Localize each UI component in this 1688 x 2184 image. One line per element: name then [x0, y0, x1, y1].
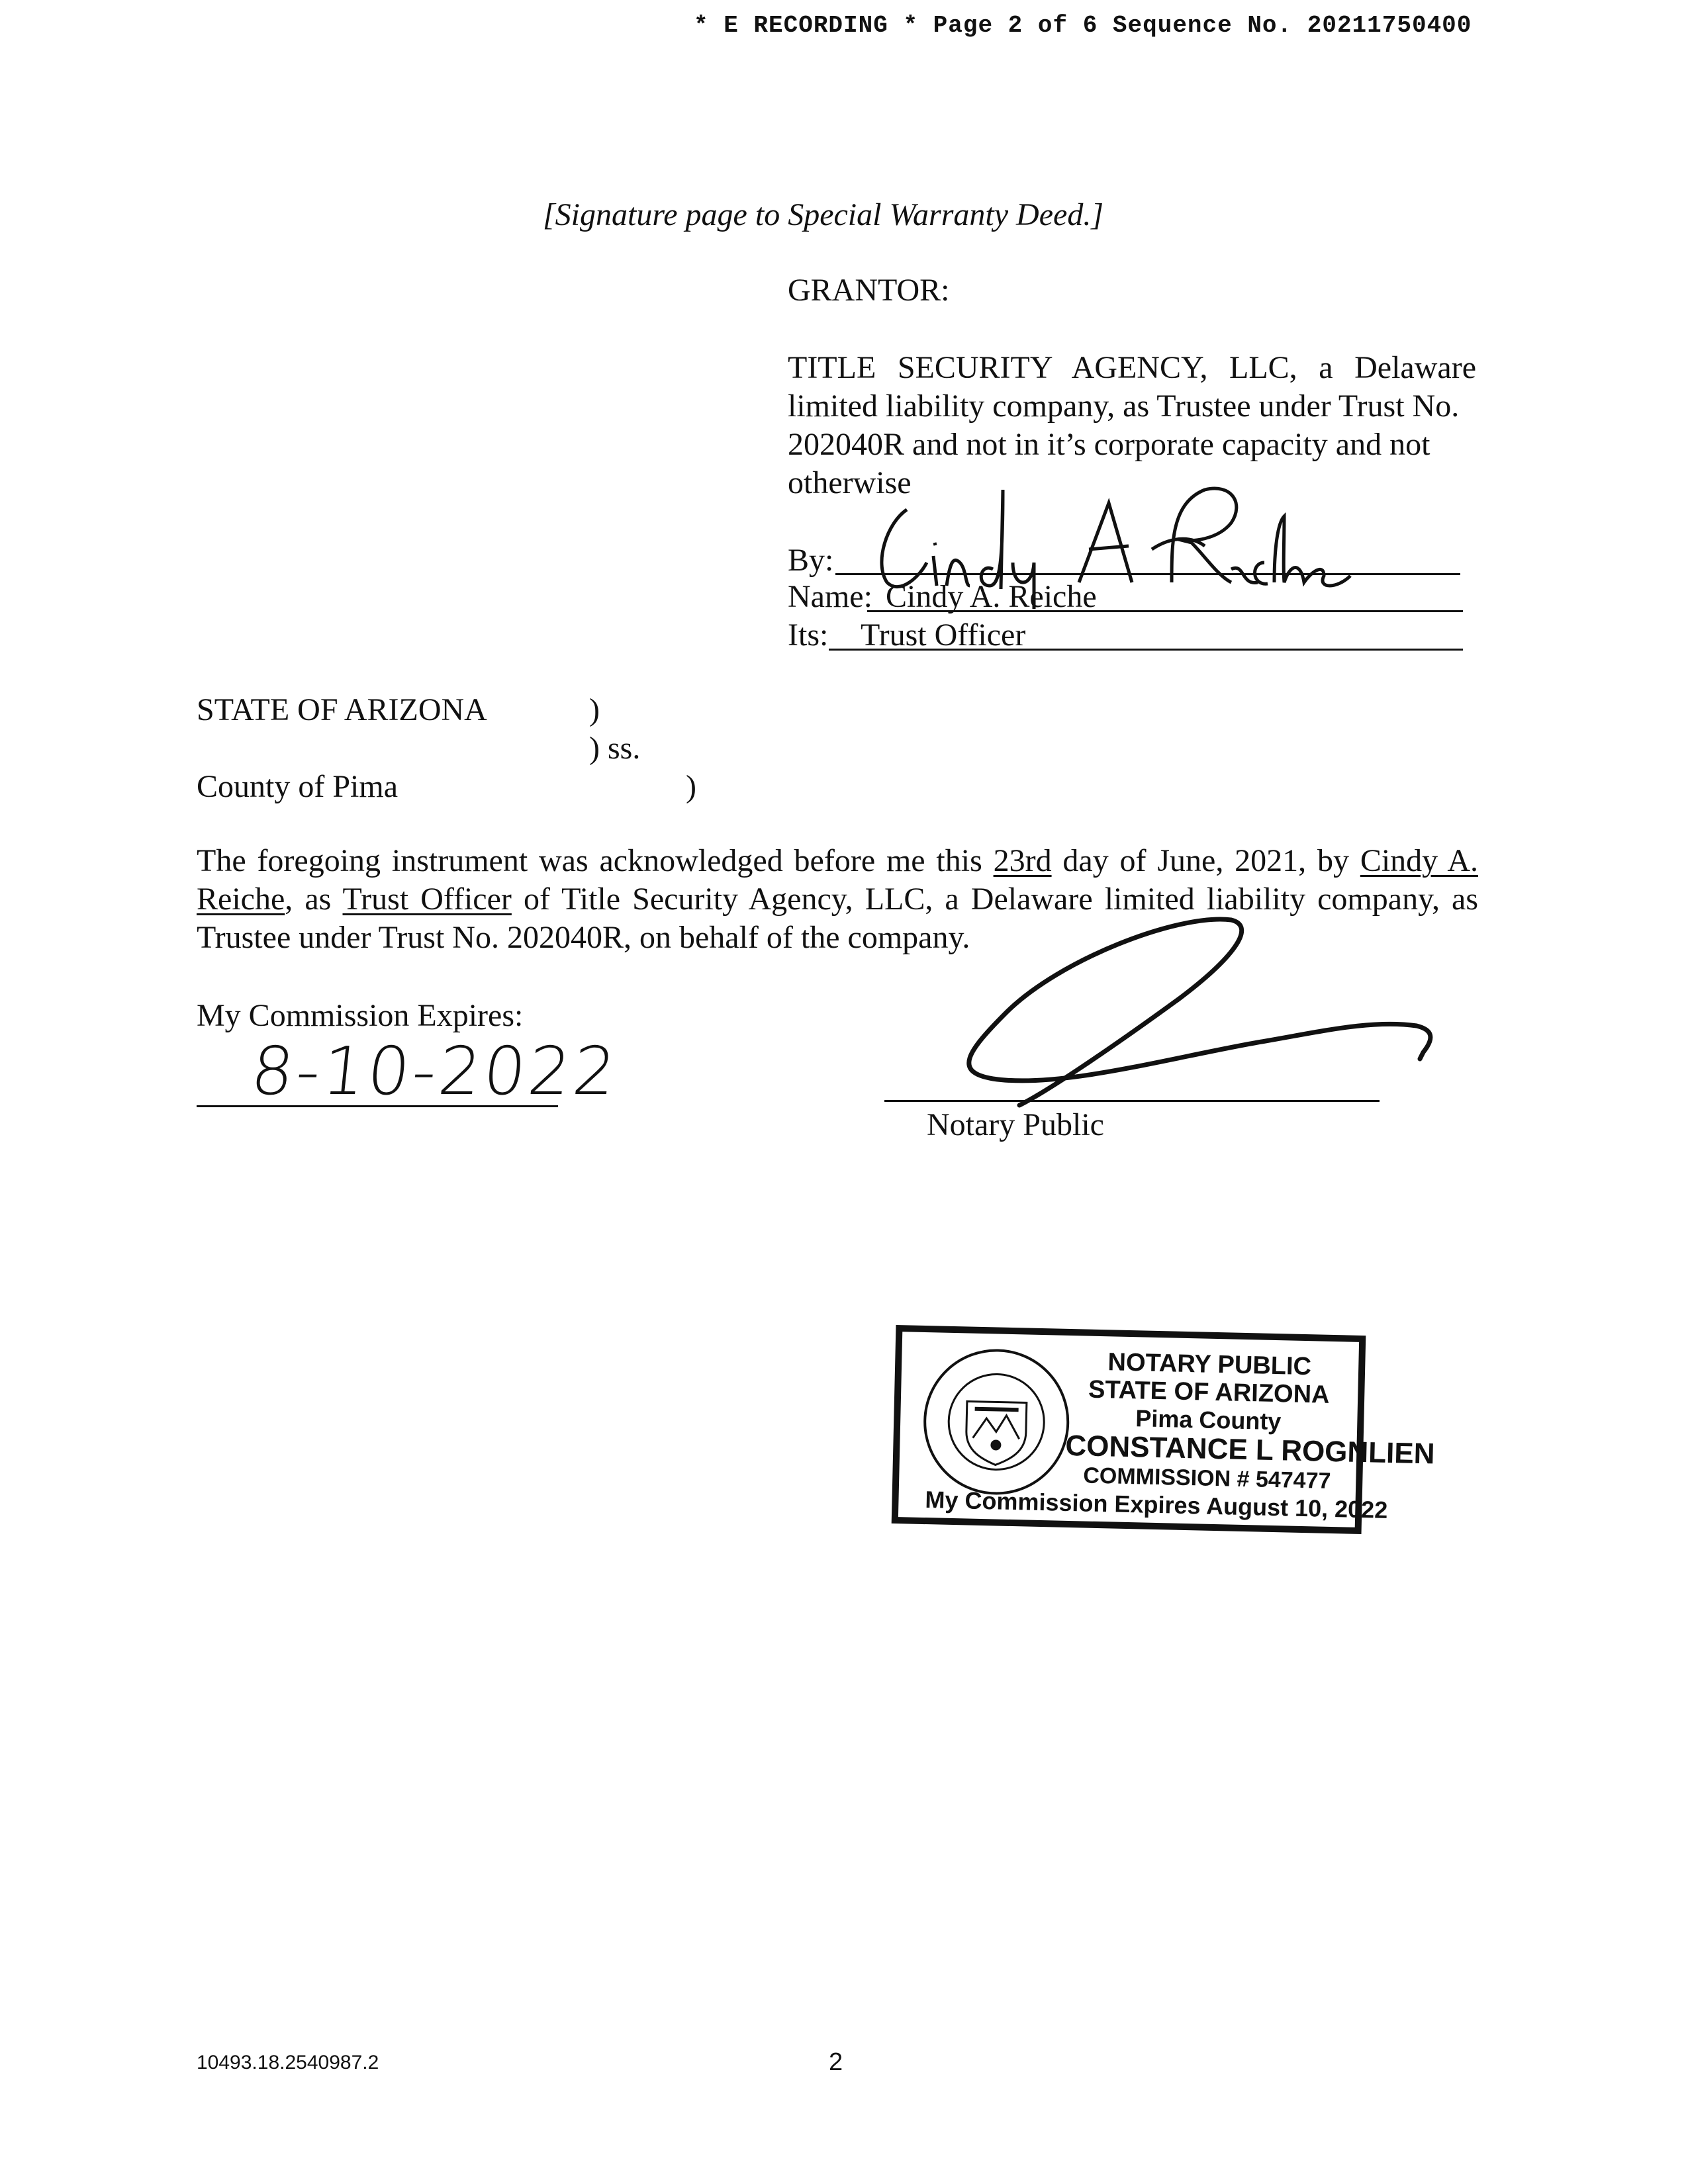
ack-day: 23rd	[993, 843, 1052, 878]
name-label: Name:	[788, 579, 872, 614]
ack-text-2: day of June, 2021, by	[1051, 843, 1360, 878]
its-value: Trust Officer	[861, 617, 1026, 653]
venue-county: County of Pima	[197, 769, 399, 804]
recording-header: * E RECORDING * Page 2 of 6 Sequence No. 20211750400	[694, 12, 1472, 39]
footer-page-number: 2	[829, 2048, 843, 2076]
footer-doc-id: 10493.18.2540987.2	[197, 2052, 379, 2073]
stamp-line-6: My Commission Expires August 10, 2022	[925, 1486, 1388, 1524]
grantor-line-4: otherwise	[788, 465, 912, 500]
grantor-heading: GRANTOR:	[788, 273, 950, 308]
venue-paren-top: )	[589, 692, 600, 727]
stamp-line-4: CONSTANCE L ROGNLIEN	[1064, 1429, 1436, 1471]
venue-state: STATE OF ARIZONA	[197, 692, 487, 727]
its-line	[829, 649, 1463, 651]
ack-title: Trust Officer	[342, 882, 512, 917]
notary-stamp	[892, 1325, 1436, 1534]
notary-public-label: Notary Public	[927, 1107, 1104, 1142]
by-label: By:	[788, 543, 834, 578]
grantor-line-3: 202040R and not in it’s corporate capacity and not	[788, 427, 1430, 462]
name-value: Cindy A. Reiche	[886, 579, 1097, 614]
stamp-line-2: STATE OF ARIZONA	[1088, 1375, 1330, 1409]
ack-text-1: The foregoing instrument was acknowledged before me this	[197, 843, 994, 878]
stamp-line-1: NOTARY PUBLIC	[1107, 1348, 1312, 1381]
notary-signature	[887, 907, 1450, 1112]
venue-ss: ) ss.	[589, 731, 641, 766]
stamp-line-5: COMMISSION # 547477	[1082, 1463, 1331, 1494]
stamp-line-3: Pima County	[1135, 1404, 1282, 1435]
grantor-line-2: limited liability company, as Trustee under Trust No.	[788, 388, 1460, 424]
name-line	[867, 610, 1463, 612]
ack-text-4: of Title Security Agency, LLC, a Delaware limited liability company, as Trustee under Trust No. 202040R, on behalf of the company.	[197, 882, 1478, 955]
commission-date-handwritten: 8-10-2022	[247, 1032, 622, 1110]
ack-text-3: , as	[285, 882, 343, 917]
signature-page-caption: [Signature page to Special Warranty Deed.]	[543, 197, 1104, 232]
grantor-line-1: TITLE SECURITY AGENCY, LLC, a Delaware	[788, 350, 1476, 385]
commission-label: My Commission Expires:	[197, 998, 524, 1033]
commission-line	[197, 1105, 558, 1107]
great-seal-icon	[919, 1344, 1074, 1500]
ack-signer: Cindy A. Reiche	[197, 843, 1479, 917]
venue-paren-bottom: )	[686, 769, 696, 804]
its-label: Its:	[788, 617, 829, 653]
notary-signature-line	[884, 1100, 1380, 1102]
